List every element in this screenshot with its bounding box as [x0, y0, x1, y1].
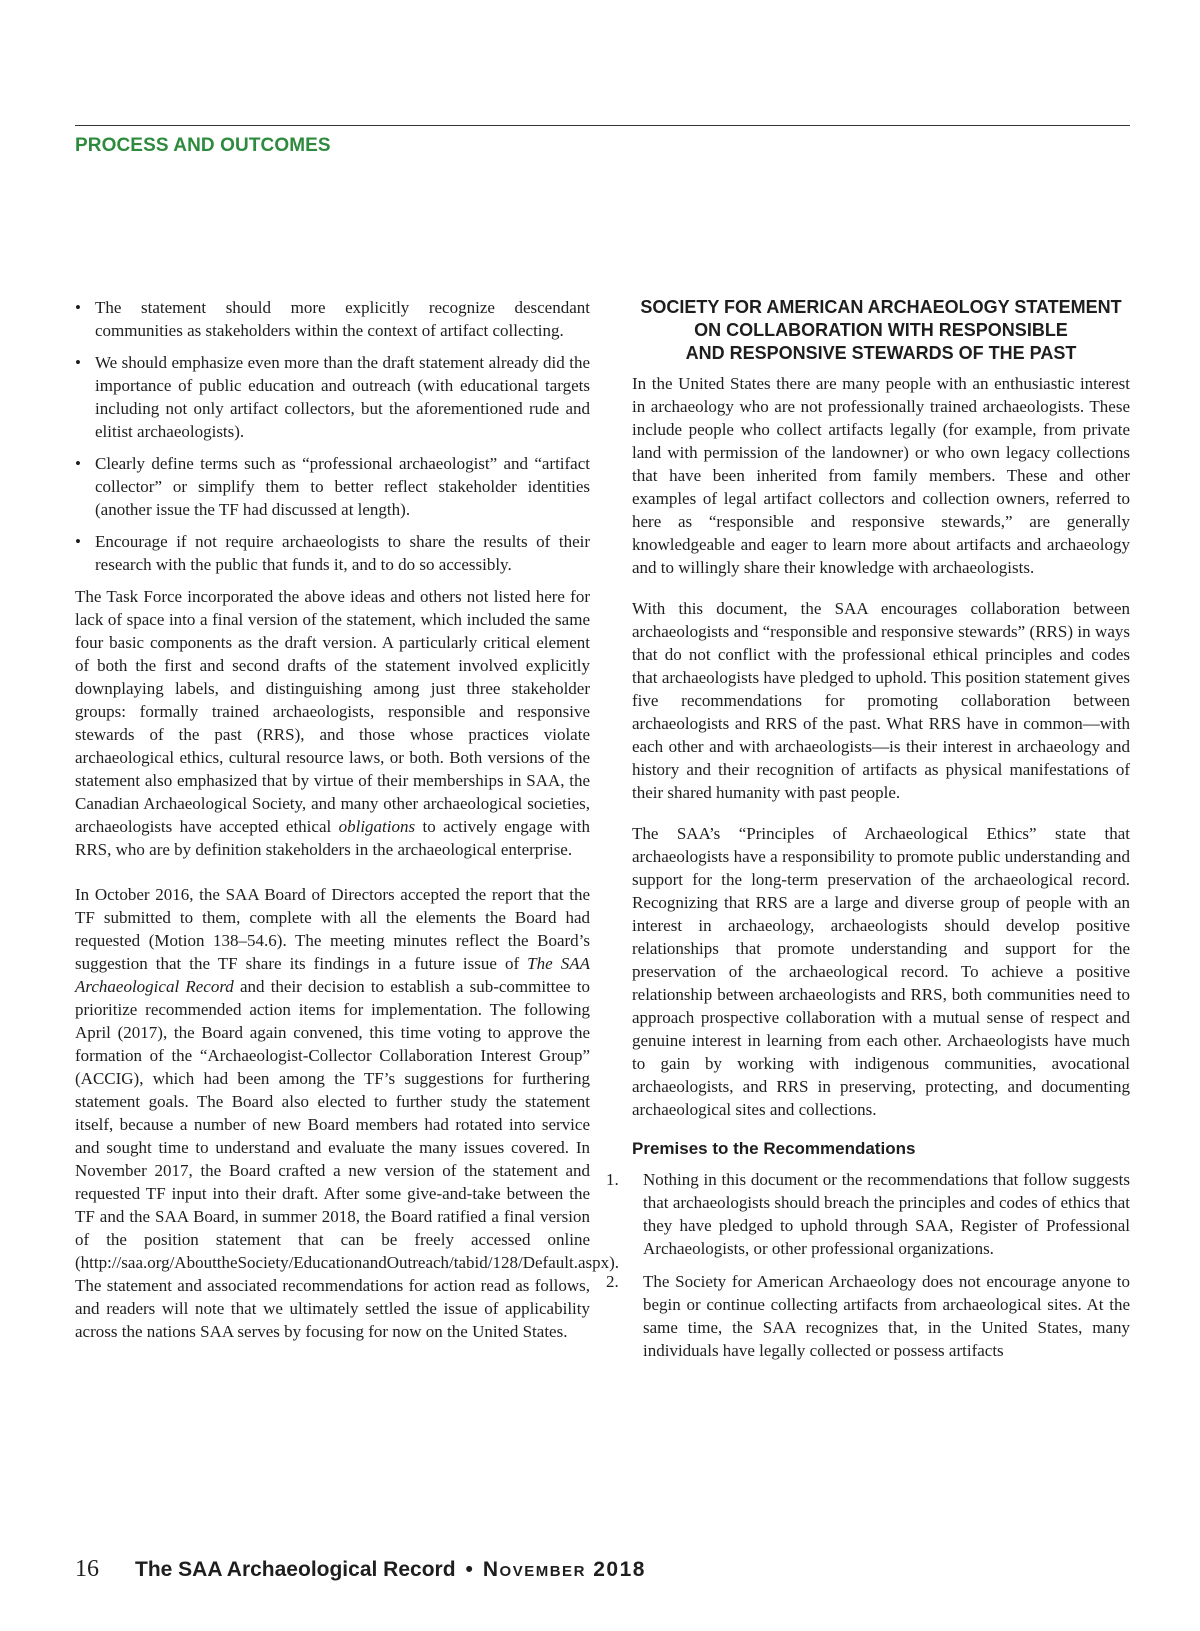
right-column — [606, 296, 1130, 1372]
statement-paragraph: With this document, the SAA encourages collaboration between archaeologists and “responsible and responsive stewards” (RRS) in ways that do not conflict with the professional ethical principles and codes that archaeologists have pledged to uphold. This position statement gives five recommendations for promoting collaboration between archaeologists and RRS of the past. What RRS have in common—with each other and with archaeologists—is their interest in archaeology and history and their recognition of artifacts as physical manifestations of their shared humanity with past people. — [632, 599, 1130, 802]
bullet-icon: • — [75, 454, 81, 473]
issue-date: November 2018 — [482, 1558, 646, 1581]
premises-heading: Premises to the Recommendations — [632, 1139, 916, 1158]
page-number: 16 — [75, 1556, 99, 1582]
footer-separator: • — [465, 1558, 473, 1581]
body-paragraph: The Task Force incorporated the above ideas and others not listed here for lack of space into a final version of the statement, which included the same four basic components as the draft version. A particularly critical element of both the first and second drafts of the statement involved explicitly downplaying labels, and distinguishing among just three stakeholder groups: formally trained archaeologists, responsible and responsive stewards of the past (RRS), and those whose practices violate archaeological ethics, cultural resource laws, or both. Both versions of the statement also emphasized that by virtue of their memberships in SAA, the Canadian Archaeological Society, and many other archaeological societies, archaeologists have accepted ethical obligations to actively engage with RRS, who are by definition stakeholders in the archaeological enterprise. — [75, 587, 590, 859]
header-rule — [75, 125, 1130, 126]
section-label: PROCESS AND OUTCOMES — [75, 135, 331, 156]
page-footer — [75, 1556, 646, 1583]
suggestion-list — [75, 296, 590, 576]
list-item: • Encourage if not require archaeologists to share the results of their research with the public that funds it, and to do so accessibly. — [75, 532, 590, 574]
premises-list — [606, 1168, 1130, 1362]
statement-paragraph: In the United States there are many people with an enthusiastic interest in archaeology who are not professionally trained archaeologists. These include people who collect artifacts legally (for example, from private land with permission of the landowner) or who own legacy collections that have been inherited from family members. These and other examples of legal artifact collectors and collection owners, referred to here as “responsible and responsive stewards,” are generally knowledgeable and eager to learn more about artifacts and archaeology and to willingly share their knowledge with archaeologists. — [632, 374, 1130, 577]
left-column — [75, 296, 620, 1354]
list-item: • The statement should more explicitly recognize descendant communities as stakeholders within the context of artifact collecting. — [75, 298, 590, 340]
statement-paragraph: The SAA’s “Principles of Archaeological Ethics” state that archaeologists have a responsibility to promote public understanding and support for the long-term preservation of the archaeological record. Recognizing that RRS are a large and diverse group of people with an interest in archaeology, archaeologists should develop positive relationships that promote understanding and support for the preservation of the archaeological record. To achieve a positive relationship between archaeologists and RRS, both communities need to approach prospective collaboration with a mutual sense of respect and genuine interest in learning from each other. Archaeologists have much to gain by working with indigenous communities, avocational archaeologists, and RRS in preserving, protecting, and documenting archaeological sites and collections. — [632, 824, 1130, 1119]
bullet-icon: • — [75, 298, 81, 317]
bullet-icon: • — [75, 532, 81, 551]
statement-title: SOCIETY FOR AMERICAN ARCHAEOLOGY STATEMENT ON COLLABORATION WITH RESPONSIBLE AND RESPONSIVE STEWARDS OF THE PAST — [640, 297, 1122, 363]
publication-title: The SAA Archaeological Record — [135, 1558, 456, 1581]
bullet-icon: • — [75, 353, 81, 372]
list-item: 2. The Society for American Archaeology does not encourage anyone to begin or continue collecting artifacts from archaeological sites. At the same time, the SAA recognizes that, in the United States, many individuals have legally collected or possess artifacts — [606, 1272, 1130, 1360]
list-item: • Clearly define terms such as “professional archaeologist” and “artifact collector” or simplify them to better reflect stakeholder identities (another issue the TF had discussed at length). — [75, 454, 590, 519]
list-item: 1. Nothing in this document or the recommendations that follow suggests that archaeologists should breach the principles and codes of ethics that they have pledged to uphold through SAA, Register of Professional Archaeologists, or other professional organizations. — [606, 1170, 1130, 1258]
list-item: • We should emphasize even more than the draft statement already did the importance of public education and outreach (with educational targets including not only artifact collectors, but the aforementioned rude and elitist archaeologists). — [75, 353, 590, 441]
body-paragraph: In October 2016, the SAA Board of Directors accepted the report that the TF submitted to them, complete with all the elements the Board had requested (Motion 138–54.6). The meeting minutes reflect the Board’s suggestion that the TF share its findings in a future issue of The SAA Archaeological Record and their decision to establish a sub-committee to prioritize recommended action items for implementation. The following April (2017), the Board again convened, this time voting to approve the formation of the “Archaeologist-Collector Collaboration Interest Group” (ACCIG), which had been among the TF’s suggestions for furthering statement goals. The Board also elected to further study the statement itself, because a number of new Board members had rotated into service and sought time to understand and evaluate the many issues covered. In November 2017, the Board crafted a new version of the statement and requested TF input into their draft. After some give-and-take between the TF and the SAA Board, in summer 2018, the Board ratified a final version of the position statement that can be freely accessed online (http://saa.org/AbouttheSociety/EducationandOutreach/tabid/128/Default.aspx). The statement and associated recommendations for action read as follows, and readers will note that we ultimately settled the issue of applicability across the nations SAA serves by focusing for now on the United States. — [75, 885, 620, 1341]
